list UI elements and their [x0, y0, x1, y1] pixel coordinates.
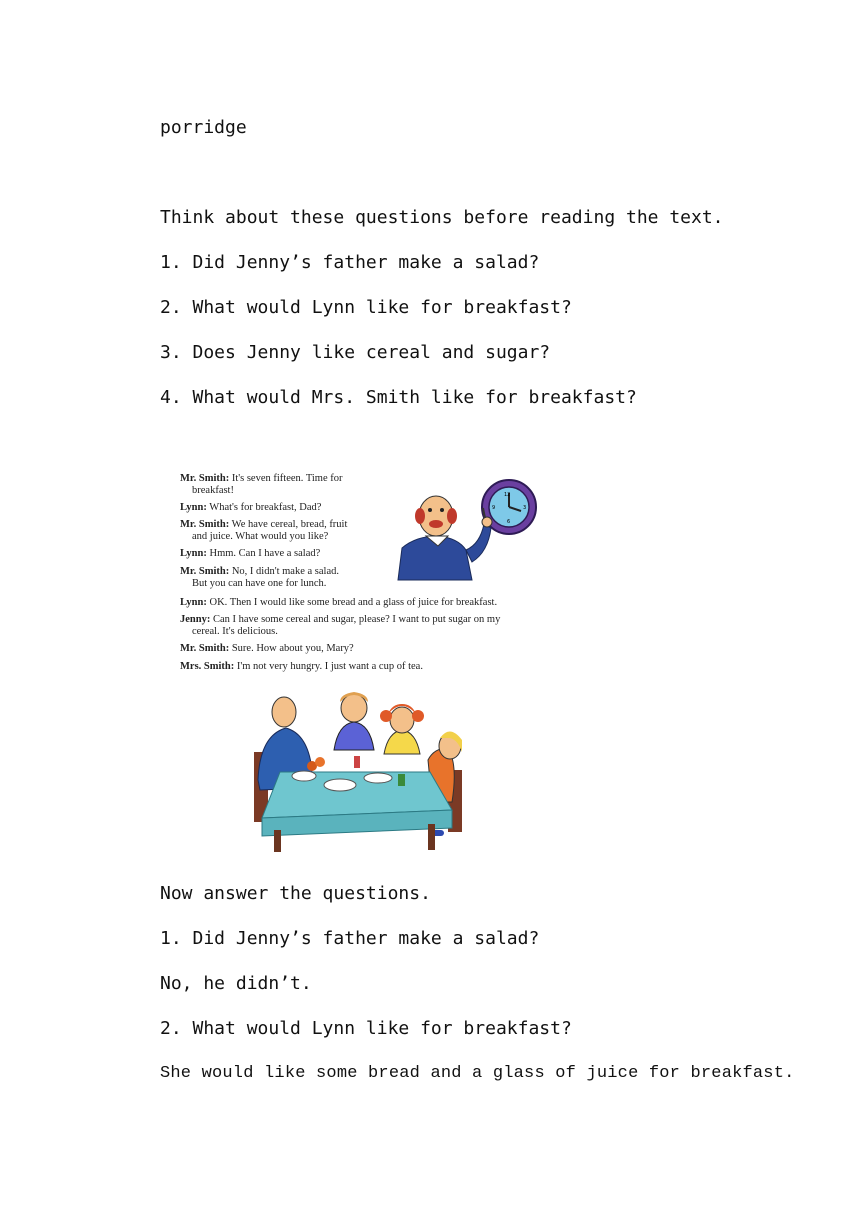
dialogue-line-8: Mr. Smith: Sure. How about you, Mary? [180, 643, 354, 654]
question-4: 4. What would Mrs. Smith like for breakfast? [160, 387, 637, 408]
answer-question-2: 2. What would Lynn like for breakfast? [160, 1018, 572, 1039]
question-3: 3. Does Jenny like cereal and sugar? [160, 342, 551, 363]
dialogue-line-6: Lynn: OK. Then I would like some bread and a glass of juice for breakfast. [180, 597, 498, 608]
answer-question-1: 1. Did Jenny’s father make a salad? [160, 928, 540, 949]
family-breakfast-illustration [252, 690, 470, 855]
svg-text:6: 6 [507, 519, 511, 525]
dialogue-line-2: Lynn: What's for breakfast, Dad? [180, 502, 322, 513]
answer-instruction: Now answer the questions. [160, 883, 431, 904]
lynn-figure [380, 704, 424, 754]
reading-instruction: Think about these questions before reading the text. [160, 207, 724, 228]
question-2: 2. What would Lynn like for breakfast? [160, 297, 572, 318]
dialogue-line-7: Jenny: Can I have some cereal and sugar, please? I want to put sugar on my cereal. It's delicious. [180, 614, 501, 637]
answer-2: She would like some bread and a glass of juice for breakfast. [160, 1064, 795, 1083]
mr-smith-clock-illustration [396, 478, 546, 583]
dialogue-line-4: Lynn: Hmm. Can I have a salad? [180, 548, 321, 559]
vocabulary-word: porridge [160, 117, 247, 138]
svg-text:9: 9 [492, 505, 496, 511]
svg-text:12: 12 [504, 492, 511, 498]
answer-1: No, he didn’t. [160, 973, 312, 994]
mr-smith-figure [398, 496, 492, 580]
question-1: 1. Did Jenny’s father make a salad? [160, 252, 540, 273]
dialogue-line-9: Mrs. Smith: I'm not very hungry. I just want a cup of tea. [180, 661, 423, 672]
dialogue-line-3: Mr. Smith: We have cereal, bread, fruit and juice. What would you like? [180, 519, 348, 542]
dialogue-line-1: Mr. Smith: It's seven fifteen. Time for breakfast! [180, 473, 343, 496]
dialogue-line-5: Mr. Smith: No, I didn't make a salad. But you can have one for lunch. [180, 566, 339, 589]
svg-text:3: 3 [523, 505, 527, 511]
mother-figure [334, 692, 374, 750]
